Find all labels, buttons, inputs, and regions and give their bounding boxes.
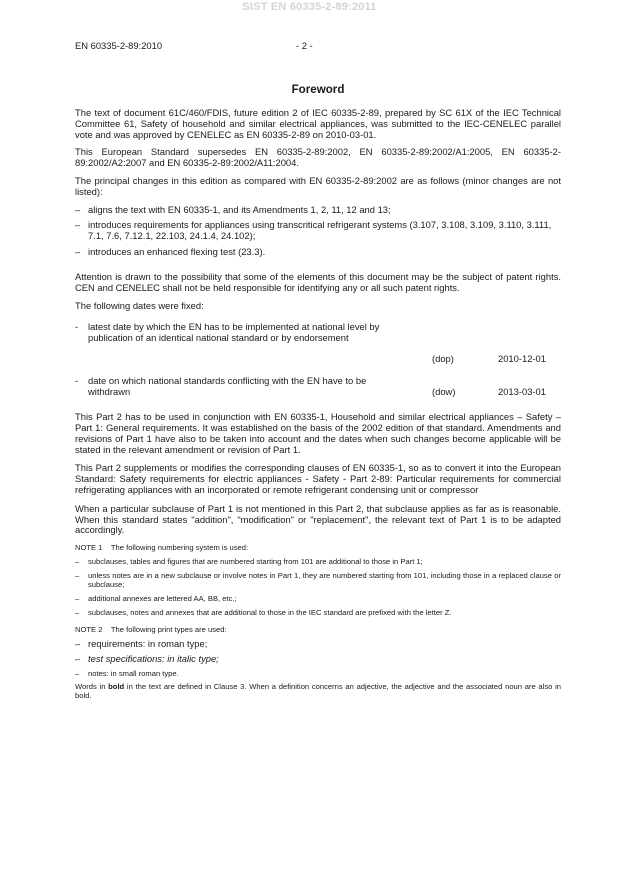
note-1-item: – unless notes are in a new subclause or involve notes in Part 1, they are numbered starting from 101, including those in a replaced clause or subclause; [75,571,561,590]
foreword-title: Foreword [291,83,345,96]
change-item: – aligns the text with EN 60335-1, and its Amendments 1, 2, 11, 12 and 13; [75,203,391,215]
paragraph-fdis: The text of document 61C/460/FDIS, future edition 2 of IEC 60335-2-89, prepared by SC 61X of the IEC Technical Committee 61, Safety of household and similar electrical appliances, was submitted to the IEC-CENELEC parallel vote and was approved by CENELEC as EN 60335-2-89 on 2010-03-01. [75,107,561,140]
print-type-notes: – notes: in small roman type. [75,668,179,678]
paragraph-dates-intro: The following dates were fixed: [75,300,204,312]
note-1-item: – subclauses, notes and annexes that are additional to those in the IEC standard are prefixed with the letter Z. [75,608,452,618]
date-row-dop: - latest date by which the EN has to be implemented at national level by publication of an identical national standard or by endorsement (dop) 2010-12-01 [75,321,546,365]
paragraph-subclause-rule: When a particular subclause of Part 1 is not mentioned in this Part 2, that subclause applies as far as is reasonable. When this standard states "addition", "modification" or "replacement", the relevant text of Part 1 is to be adapted accordingly. [75,502,561,536]
paragraph-patent-rights: Attention is drawn to the possibility that some of the elements of this document may be the subject of patent rights. CEN and CENELEC shall not be held responsible for identifying any or all such patent rights. [75,270,561,293]
foreword-body [75,83,561,700]
date-description: latest date by which the EN has to be implemented at national level by publication of an identical national standard or by endorsement [88,321,380,343]
date-value: 2013-03-01 [498,386,546,398]
paragraph-part1-conjunction: This Part 2 has to be used in conjunction with EN 60335-1, Household and similar electrical appliances – Safety – Part 1: General requirements. It was established on the basis of the 2002 edition of that standard. Amendments and revisions of Part 1 have also to be taken into account and the dates when such changes become applicable will be stated in the relevant amendment or revision of Part 1. [75,411,561,455]
header-page-number: - 2 - [296,40,313,51]
note-1-item: – subclauses, tables and figures that are numbered starting from 101 are additional to those in Part 1; [75,557,423,567]
change-item: – introduces an enhanced flexing test (23.3). [75,245,266,257]
print-type-test-specifications: – test specifications: in italic type; [75,652,219,664]
paragraph-supersedes: This European Standard supersedes EN 60335-2-89:2002, EN 60335-2-89:2002/A1:2005, EN 60335-2-89:2002/A2:2007 and EN 60335-2-89:2002/A11:2004. [75,146,561,169]
header-doc-id: EN 60335-2-89:2010 [75,40,163,51]
note-2-heading: NOTE 2 The following print types are used: [75,625,227,635]
date-abbreviation: (dop) [432,353,454,365]
note-1-heading: NOTE 1 The following numbering system is used: [75,543,249,553]
paragraph-part2-supplements: This Part 2 supplements or modifies the corresponding clauses of EN 60335-1, so as to convert it into the European Standard: Safety requirements for electric appliances - Safety - Part 2-89: Particular requirements for commercial refrigerating appliances with an incorporated or remote refrigerant condensing unit or compressor [75,462,561,495]
paragraph-bold-definitions: Words in bold in the text are defined in Clause 3. When a definition concerns an adjective, the adjective and the associated noun are also in bold. [75,681,561,700]
print-type-requirements: – requirements: in roman type; [75,638,208,650]
paragraph-changes-intro: The principal changes in this edition as compared with EN 60335-2-89:2002 are as follows (minor changes are not listed): [75,174,561,197]
change-item: – introduces requirements for appliances using transcritical refrigerant systems (3.107, 3.108, 3.109, 3.110, 3.111, 7.1, 7.6, 7.12.1, 22.103, 24.1.4, 24.102); [75,219,552,242]
dates-table [75,322,561,398]
date-abbreviation: (dow) [432,386,456,398]
note-1-item: – additional annexes are lettered AA, BB, etc.; [75,594,237,604]
date-description: date on which national standards conflicting with the EN have to be withdrawn [88,375,367,397]
date-row-dow: - date on which national standards conflicting with the EN have to be withdrawn (dow) 2013-03-01 [75,375,546,398]
watermark: SIST EN 60335-2-89:2011 [242,1,377,13]
date-value: 2010-12-01 [498,353,546,365]
